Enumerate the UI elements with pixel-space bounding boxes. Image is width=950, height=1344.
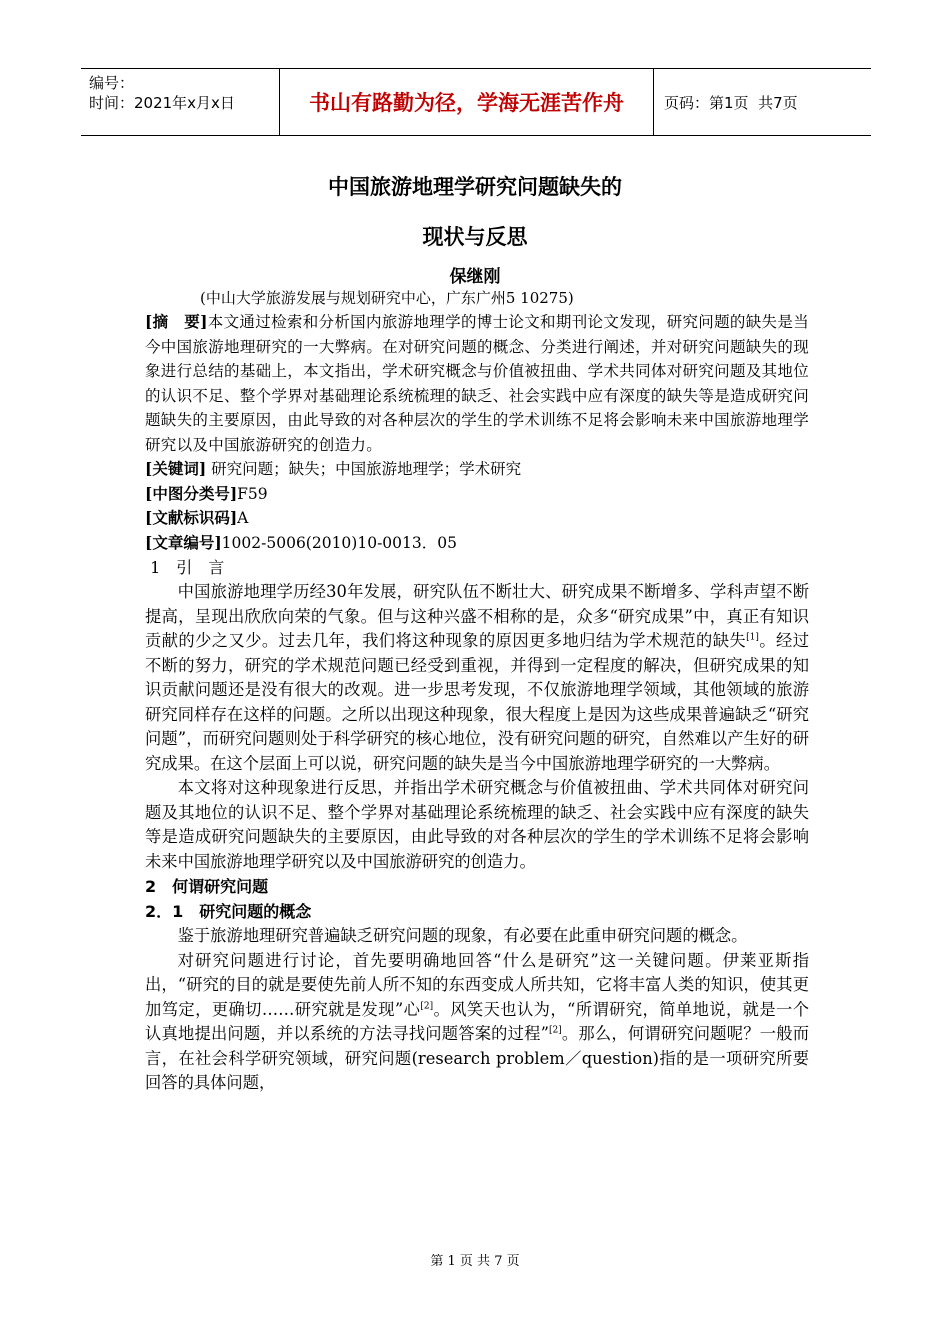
motto-text: 书山有路勤为径，学海无涯苦作舟 xyxy=(309,91,624,115)
header-page-info xyxy=(654,69,871,135)
section-2-1-heading: 2．1 研究问题的概念 xyxy=(145,902,312,921)
article-body xyxy=(145,310,809,1096)
keywords-label: [关键词] xyxy=(145,459,207,478)
para-text: 。经过不断的努力，研究的学术规范问题已经受到重视，并得到一定程度的解决，但研究成果的知识贡献问题还是没有很大的改观。进一步思考发现，不仅旅游地理学领域，其他领域的旅游研究同样存在这样的问题。之所以出现这种现象，很大程度上是因为这些成果普遍缺乏“研究问题”，而研究问题则处于科学研究的核心地位，没有研究问题的研究，自然难以产生好的研究成果。在这个层面上可以说，研究问题的缺失是当今中国旅游地理学研究的一大弊病。 xyxy=(145,631,809,773)
para-text: 。风笑天也认为，“所谓研究，简单地说，就是一个认真地提出问题，并以系统的方法寻找问题答案的过程” xyxy=(145,999,810,1043)
section-2-1-paragraph-1: 鉴于旅游地理研究普遍缺乏研究问题的现象，有必要在此重申研究问题的概念。 xyxy=(177,926,748,945)
section-1-paragraph-2: 本文将对这种现象进行反思，并指出学术研究概念与价值被扭曲、学术共同体对研究问题及其地位的认识不足、整个学界对基础理论系统梳理的缺乏、社会实践中应有深度的缺失等是造成研究问题缺失的主要原因，由此导致的对各种层次的学生的学术训练不足将会影响未来中国旅游地理学研究以及中国旅游研究的创造力。 xyxy=(145,778,809,871)
keywords-text: 研究问题；缺失；中国旅游地理学；学术研究 xyxy=(206,460,522,478)
affiliation: (中山大学旅游发展与规划研究中心，广东广州5 10275) xyxy=(200,289,574,307)
document-code xyxy=(145,506,809,531)
para-text: 中国旅游地理学历经30年发展，研究队伍不断壮大、研究成果不断增多、学科声望不断提高，呈现出欣欣向荣的气象。但与这种兴盛不相称的是，众多“研究成果”中，真正有知识贡献的少之又少。过去几年，我们将这种现象的原因更多地归结为学术规范的缺失 xyxy=(145,582,809,650)
article-number xyxy=(145,531,809,556)
para-text: 对研究问题进行讨论，首先要明确地回答“什么是研究”这一关键问题。伊莱亚斯指出，“研究的目的就是要使先前人所不知的东西变成人所共知，它将丰富人类的知识，使其更加笃定，更确切……研究就是发现”心 xyxy=(145,950,809,1019)
doc-date: 时间：2021年x月x日 xyxy=(89,94,235,112)
abstract-text: 本文通过检索和分析国内旅游地理学的博士论文和期刊论文发现，研究问题的缺失是当今中国旅游地理研究的一大弊病。在对研究问题的概念、分类进行阐述，并对研究问题缺失的现象进行总结的基础上，本文指出，学术研究概念与价值被扭曲、学术共同体对研究问题及其地位的认识不足、整个学界对基础理论系统梳理的缺乏、社会实践中应有深度的缺失等是造成研究问题缺失的主要原因，由此导致的对各种层次的学生的学术训练不足将会影响未来中国旅游地理学研究以及中国旅游研究的创造力。 xyxy=(145,313,810,454)
header-table xyxy=(81,68,871,136)
citation-ref: [2] xyxy=(420,1001,434,1012)
clc-text: F59 xyxy=(237,484,268,503)
page-footer: 第 1 页 共 7 页 xyxy=(430,1254,520,1269)
doc-code-label: [文献标识码] xyxy=(145,508,238,527)
author: 保继刚 xyxy=(449,267,501,287)
page-title-line2: 现状与反思 xyxy=(422,225,528,249)
abstract-label: [摘 要] xyxy=(145,312,208,331)
doc-number-label: 编号： xyxy=(89,74,135,92)
page-title-line1: 中国旅游地理学研究问题缺失的 xyxy=(328,175,622,199)
abstract xyxy=(145,310,809,457)
citation-ref: [2] xyxy=(548,1025,562,1036)
page-info-text: 页码：第1页 共7页 xyxy=(664,93,798,112)
citation-ref: [1] xyxy=(746,632,759,643)
article-no-text: 1002-5006(2010)10-0013．05 xyxy=(221,533,457,552)
section-2-heading: 2 何谓研究问题 xyxy=(145,877,269,896)
para-text: 。那么，何谓研究问题呢？一般而言，在社会科学研究领域，研究问题(research problem／question)指的是一项研究所要回答的具体问题， xyxy=(145,1024,809,1092)
doc-code-text: A xyxy=(237,509,249,527)
keywords xyxy=(145,457,809,482)
section-2-1-paragraph-2 xyxy=(145,949,809,1096)
header-left-cell xyxy=(81,69,280,135)
clc-label: [中图分类号] xyxy=(145,483,238,503)
clc-number xyxy=(145,482,809,507)
article-no-label: [文章编号] xyxy=(145,532,222,552)
section-1-heading: 1 引 言 xyxy=(145,558,225,577)
header-motto xyxy=(280,69,654,135)
section-1-paragraph-1 xyxy=(145,580,809,776)
